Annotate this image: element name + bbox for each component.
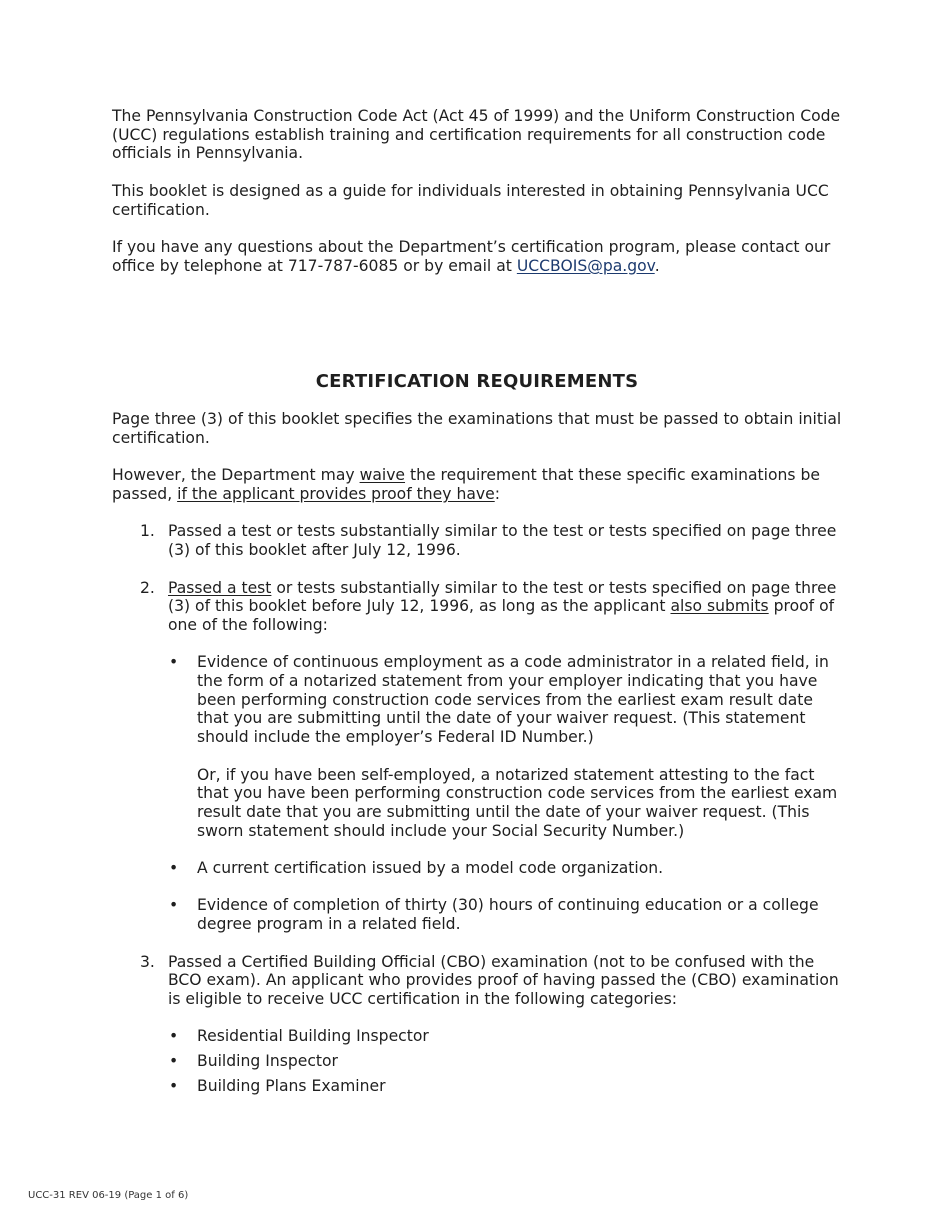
waive-underlined: waive <box>359 466 406 485</box>
list-item-1 <box>112 522 842 559</box>
bullet-text: Building Plans Examiner <box>197 1077 386 1096</box>
waiver-colon: : <box>494 485 500 504</box>
also-submits-underlined: also submits <box>670 597 769 616</box>
bullet-text: A current certification issued by a model code organization. <box>197 859 664 878</box>
bullet-item <box>112 859 842 878</box>
bullet-icon: • <box>169 1027 179 1046</box>
intro-paragraph-3 <box>112 238 842 275</box>
intro-paragraph-1: The Pennsylvania Construction Code Act (Act 45 of 1999) and the Uniform Construction Code (UCC) regulations establish training and certification requirements for all construction code officials in Pennsylvania. <box>112 107 841 163</box>
requirements-paragraph-2 <box>112 466 842 503</box>
contact-period: . <box>654 256 660 275</box>
page-content <box>112 107 842 1102</box>
intro-paragraph-2: This booklet is designed as a guide for individuals interested in obtaining Pennsylvania UCC certification. <box>112 181 829 219</box>
bullet-icon: • <box>169 653 179 672</box>
proof-underlined: if the applicant provides proof they have <box>177 485 495 504</box>
list-item-text: proof of one of the following: <box>168 597 835 634</box>
bullet-item <box>112 1027 842 1046</box>
list-item-3 <box>112 953 842 1009</box>
bullet-icon: • <box>169 896 179 915</box>
list-item-text: Passed a test or tests substantially similar to the test or tests specified on page three (3) of this booklet after July 12, 1996. <box>168 522 837 560</box>
bullet-text: Residential Building Inspector <box>197 1027 429 1046</box>
requirements-paragraph-1: Page three (3) of this booklet specifies the examinations that must be passed to obtain initial certification. <box>112 410 842 447</box>
bullet-item <box>112 653 842 747</box>
contact-text: If you have any questions about the Department’s certification program, please contact our office by telephone at 717-787-6085 or by email at <box>112 237 831 275</box>
list-item-text: or tests substantially similar to the test or tests specified on page three (3) of this booklet before July 12, 1996, as long as the applicant <box>168 578 837 616</box>
bullet-text: Building Inspector <box>197 1052 338 1071</box>
bullet-icon: • <box>169 1077 179 1096</box>
waiver-text-b: the requirement that these specific examinations be passed, <box>112 466 820 504</box>
list-number: 2. <box>140 578 155 597</box>
bullet-icon: • <box>169 1052 179 1071</box>
bullet-continuation: Or, if you have been self-employed, a notarized statement attesting to the fact that you have been performing construction code services from the earliest exam result date that you are submitting until the date of your waiver request. (This sworn statement should include your Social Security Number.) <box>197 765 838 840</box>
list-number: 1. <box>140 522 155 541</box>
bullet-item <box>112 1077 842 1096</box>
passed-test-underlined: Passed a test <box>168 578 272 597</box>
list-item-text: Passed a Certified Building Official (CBO) examination (not to be confused with the BCO exam). An applicant who provides proof of having passed the (CBO) examination is eligible to receive UCC certification in the following categories: <box>168 952 839 1008</box>
section-heading: CERTIFICATION REQUIREMENTS <box>315 371 639 393</box>
page-footer: UCC-31 REV 06-19 (Page 1 of 6) <box>28 1190 189 1201</box>
bullet-text: Evidence of completion of thirty (30) hours of continuing education or a college degree program in a related field. <box>197 896 819 934</box>
email-link[interactable]: UCCBOIS@pa.gov <box>516 256 655 275</box>
bullet-icon: • <box>169 859 179 878</box>
waiver-text-a: However, the Department may <box>112 466 360 485</box>
bullet-item <box>112 1052 842 1071</box>
list-number: 3. <box>140 952 155 971</box>
bullet-text: Evidence of continuous employment as a code administrator in a related field, in the form of a notarized statement from your employer indicating that you have been performing construction code services from the earliest exam result date that you are submitting until the date of your waiver request. (This statement should include the employer’s Federal ID Number.) <box>197 653 829 747</box>
bullet-item <box>112 896 842 933</box>
list-item-2 <box>112 579 842 635</box>
